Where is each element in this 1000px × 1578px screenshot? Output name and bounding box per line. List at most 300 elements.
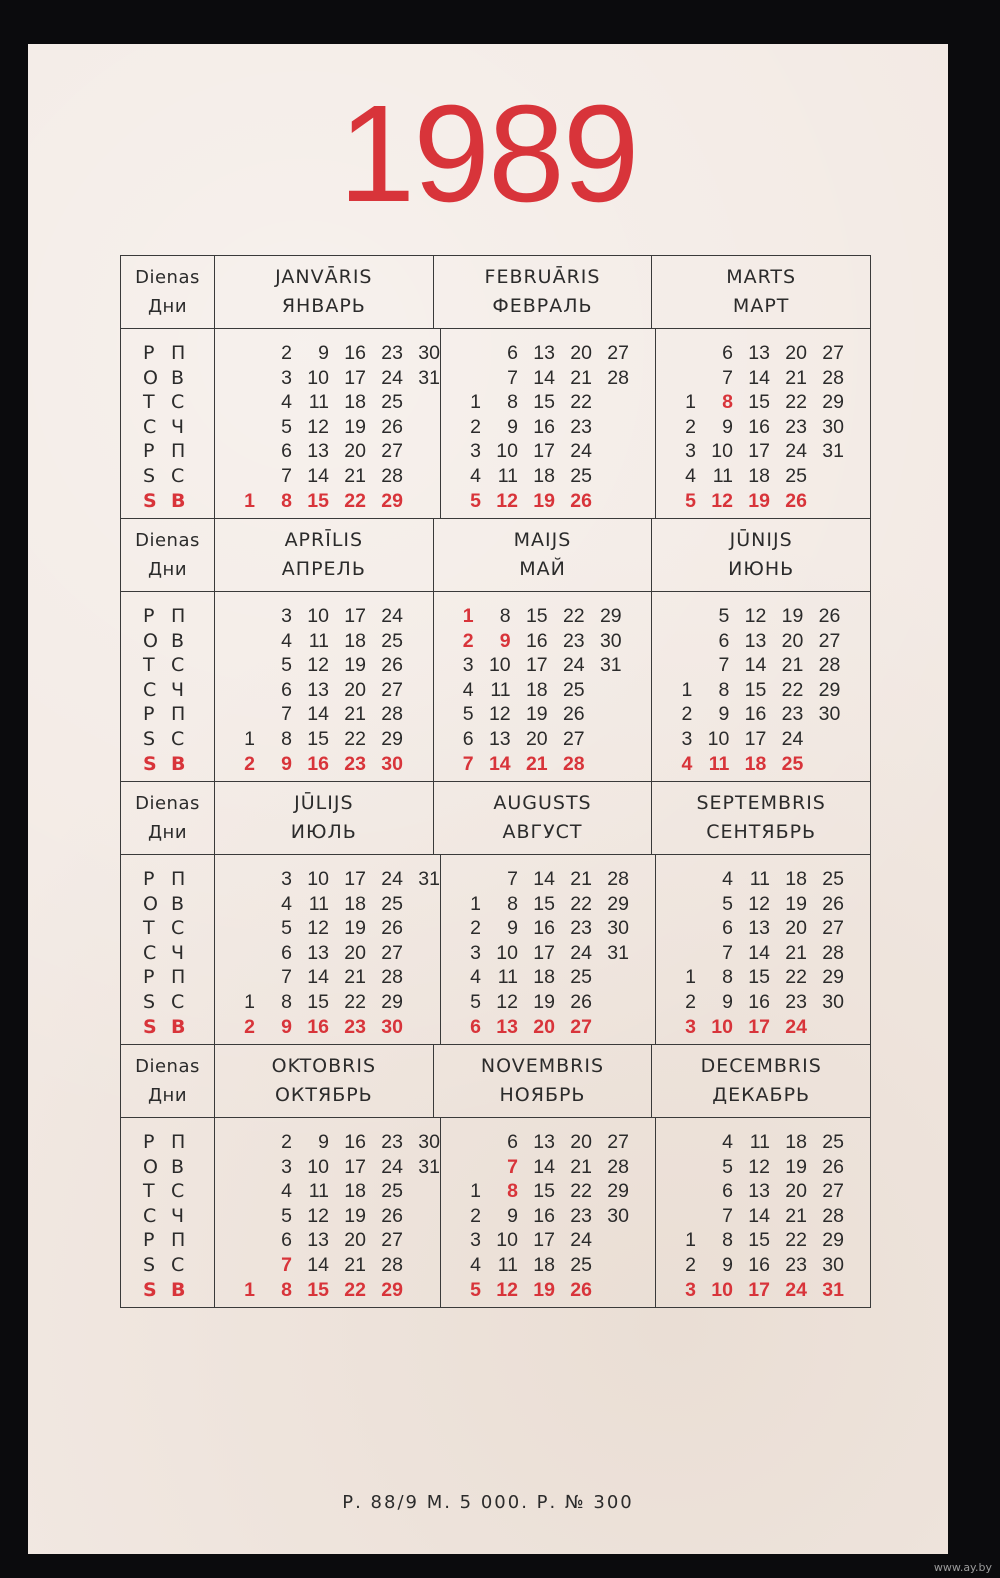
day-number: 5 [470,990,481,1013]
day-number: 29 [818,678,841,701]
day-label-lv: T [143,917,155,940]
day-number: 13 [533,342,555,364]
day-number: 31 [822,1278,844,1301]
day-number: 15 [307,1278,329,1301]
day-number: 28 [381,966,403,989]
day-number: 29 [607,1180,629,1203]
month-header [652,1045,871,1118]
day-header [121,1045,215,1118]
day-number: 6 [718,629,730,652]
day-number: 30 [381,1015,403,1038]
day-number: 30 [418,1131,440,1153]
day-number: 9 [722,990,733,1013]
week-row [656,464,870,489]
day-label [121,867,214,892]
day-number: 19 [525,703,548,726]
day-label-ru: С [171,654,185,677]
day-number: 14 [533,366,555,389]
day-number: 25 [381,892,403,915]
print-info: Р. 88/9 М. 5 000. Р. № 300 [342,1492,634,1513]
day-number: 8 [722,1229,733,1252]
week-row [656,1278,870,1303]
day-number: 21 [344,703,366,726]
day-number: 10 [711,1015,733,1038]
day-number: 28 [381,703,403,726]
quarter-header [121,782,871,855]
day-number: 12 [488,703,511,726]
week-row [652,752,870,777]
day-number: 12 [307,415,329,438]
day-label [121,1130,214,1155]
day-labels [121,329,215,519]
day-number: 25 [785,464,807,487]
day-number: 22 [570,1180,592,1203]
day-label-ru: С [171,917,185,940]
day-number: 29 [381,489,403,512]
day-number: 24 [381,1155,403,1178]
day-number: 21 [525,752,548,775]
day-label-ru: П [171,1131,186,1153]
day-number: 21 [570,366,592,389]
day-number: 11 [497,464,518,487]
day-number: 19 [344,1204,366,1227]
day-label-ru: П [171,966,186,989]
day-number [233,653,255,678]
day-number: 21 [570,868,592,890]
day-number: 25 [781,752,804,775]
day-number: 26 [785,489,807,512]
day-number [233,1155,255,1180]
day-number: 1 [470,892,481,915]
day-label [121,678,214,703]
day-number: 9 [507,1204,518,1227]
day-number: 5 [281,415,292,438]
week-row [215,1130,440,1155]
day-number: 5 [722,892,733,915]
month-days [215,329,441,519]
day-number: 19 [344,654,366,677]
week-row [215,390,440,415]
day-number: 6 [281,941,292,964]
day-number [403,1179,440,1204]
month-name-ru: МАРТ [732,295,790,317]
day-number: 22 [570,892,592,915]
day-number: 17 [344,1155,366,1178]
day-number: 13 [496,1015,518,1038]
day-number: 27 [562,727,585,750]
week-row [434,629,652,654]
day-number: 18 [744,752,767,775]
day-number: 29 [822,1229,844,1252]
quarter-header [121,256,871,329]
day-label-lv: S [143,1253,156,1276]
day-number: 25 [822,1131,844,1153]
day-number [585,678,622,703]
day-number: 29 [822,966,844,989]
day-header-ru: Дни [147,559,188,580]
day-number [233,341,255,366]
day-number: 7 [718,654,730,677]
day-number: 11 [749,868,770,890]
day-label-lv: O [143,1155,158,1178]
day-header [121,519,215,592]
day-number: 11 [497,966,518,989]
day-number: 22 [344,727,366,750]
day-number [674,1130,696,1155]
day-number: 10 [711,1278,733,1301]
day-number: 21 [570,1155,592,1178]
week-row [215,1015,440,1040]
day-number: 8 [281,1278,292,1301]
day-header-lv: Dienas [135,793,200,814]
day-number [233,629,255,654]
day-number [233,439,255,464]
day-label-lv: T [143,391,155,414]
day-number: 13 [748,1180,770,1203]
day-number: 29 [607,892,629,915]
calendar-grid [120,255,871,1308]
day-number: 15 [525,605,548,627]
day-number: 11 [308,892,329,915]
day-number: 22 [781,678,804,701]
day-number: 24 [785,1015,807,1038]
day-number: 21 [344,464,366,487]
week-row [656,1015,870,1040]
day-number: 13 [307,440,329,463]
week-row [656,366,870,391]
week-row [434,678,652,703]
day-number [403,965,440,990]
day-number: 16 [344,1131,366,1153]
day-number: 2 [470,415,481,438]
day-number: 31 [418,868,440,890]
month-header [652,519,871,592]
day-number: 20 [525,727,548,750]
day-number [233,1130,255,1155]
day-number: 18 [344,629,366,652]
day-number: 29 [381,727,403,750]
week-row [441,489,655,514]
day-number: 22 [785,966,807,989]
day-number [403,990,440,1015]
day-number: 12 [496,489,518,512]
month-days [434,592,653,782]
day-label-lv: C [143,678,157,701]
day-number [233,415,255,440]
day-number: 10 [496,1229,518,1252]
day-label-ru: C [171,1253,185,1276]
day-number: 16 [525,629,548,652]
day-number: 6 [281,678,292,701]
day-number [233,965,255,990]
day-label-ru: C [171,727,185,750]
day-label-lv: O [143,366,158,389]
day-number: 27 [818,629,841,652]
day-number [233,916,255,941]
day-label [121,390,214,415]
day-number: 24 [381,366,403,389]
day-label-ru: Ч [171,1204,185,1227]
day-number: 28 [607,1155,629,1178]
day-number: 30 [607,917,629,940]
day-label-ru: С [171,1180,185,1203]
day-number: 3 [470,440,481,463]
day-number: 7 [462,752,474,775]
day-number: 27 [381,440,403,463]
week-row [441,1155,655,1180]
day-number [459,341,481,366]
day-number: 25 [822,868,844,890]
month-name-ru: АПРЕЛЬ [281,558,366,580]
day-number: 3 [470,1229,481,1252]
week-row [441,341,655,366]
month-header [434,1045,653,1118]
day-number: 23 [570,415,592,438]
week-row [215,916,440,941]
day-number [592,1228,629,1253]
day-number: 23 [785,1253,807,1276]
day-number: 6 [722,342,733,364]
week-row [215,752,433,777]
day-number: 28 [822,941,844,964]
day-number [233,604,255,629]
week-row [656,439,870,464]
week-row [215,604,433,629]
day-number: 7 [507,366,518,389]
day-number: 2 [470,1204,481,1227]
day-label-ru: B [171,752,186,775]
day-number: 21 [785,1204,807,1227]
week-row [441,1228,655,1253]
day-number: 16 [344,342,366,364]
day-label [121,604,214,629]
day-number: 26 [381,917,403,940]
day-number: 21 [785,941,807,964]
day-label-lv: S [143,1278,157,1301]
day-number: 20 [570,1131,592,1153]
day-number: 11 [749,1131,770,1153]
month-name-ru: ИЮЛЬ [290,821,357,843]
day-label-lv: S [143,990,156,1013]
day-number: 10 [307,1155,329,1178]
week-row [656,1179,870,1204]
week-row [441,1278,655,1303]
day-number: 1 [244,727,255,750]
week-row [441,439,655,464]
day-number: 9 [281,752,292,775]
day-number [674,916,696,941]
week-row [656,916,870,941]
day-number: 26 [822,1155,844,1178]
day-number: 31 [418,1155,440,1178]
day-label-lv: P [143,1131,155,1153]
week-row [215,629,433,654]
day-number: 17 [525,654,548,677]
day-number: 28 [822,1204,844,1227]
day-number: 18 [785,1131,807,1153]
day-number: 21 [781,654,804,677]
day-label-lv: S [143,489,157,512]
day-label-ru: П [171,868,186,890]
day-label-lv: P [143,868,155,890]
day-number [233,941,255,966]
day-number: 20 [344,941,366,964]
day-number [592,439,629,464]
week-row [441,1179,655,1204]
week-row [434,604,652,629]
month-days [441,329,656,519]
day-label [121,366,214,391]
day-number: 18 [533,966,555,989]
week-row [434,727,652,752]
day-number [592,1278,629,1303]
day-number: 24 [785,440,807,463]
week-row [656,867,870,892]
month-name-lv: MAIJS [513,529,572,551]
day-number [803,727,840,752]
day-number: 11 [308,629,329,652]
day-label [121,702,214,727]
day-number [233,1204,255,1229]
week-row [434,653,652,678]
day-label [121,489,214,514]
day-number: 16 [533,917,555,940]
day-label [121,752,214,777]
day-number: 12 [748,1155,770,1178]
day-number: 14 [748,1204,770,1227]
day-label-lv: P [143,1229,155,1252]
quarter-body [121,329,871,519]
day-number: 14 [744,654,767,677]
day-label-ru: Ч [171,678,185,701]
week-row [656,1253,870,1278]
month-days [441,855,656,1045]
day-number: 19 [344,415,366,438]
day-number: 18 [344,892,366,915]
month-name-ru: ФЕВРАЛЬ [492,295,593,317]
day-number: 22 [785,1229,807,1252]
day-number: 20 [785,1180,807,1203]
day-number: 5 [462,703,474,726]
day-number [674,892,696,917]
day-number [807,464,844,489]
day-number [403,916,440,941]
day-number: 8 [499,605,511,627]
day-number: 2 [685,415,696,438]
day-number: 6 [507,342,518,364]
day-number: 13 [488,727,511,750]
day-label [121,464,214,489]
day-number: 25 [562,678,585,701]
day-number: 23 [562,629,585,652]
day-number: 7 [722,941,733,964]
day-number: 18 [785,868,807,890]
day-number: 16 [748,415,770,438]
day-label [121,965,214,990]
day-number: 18 [533,464,555,487]
day-number: 23 [785,415,807,438]
day-number: 26 [570,1278,592,1301]
month-name-lv: JŪNIJS [729,529,793,551]
day-number: 12 [496,1278,518,1301]
day-number: 9 [507,917,518,940]
day-number: 19 [533,489,555,512]
day-number: 30 [381,752,403,775]
day-number: 15 [307,727,329,750]
day-number: 12 [744,605,767,627]
week-row [215,489,440,514]
day-number: 1 [244,489,255,512]
day-number: 13 [307,941,329,964]
day-number: 12 [711,489,733,512]
week-row [215,702,433,727]
day-number: 17 [533,1229,555,1252]
day-number: 10 [496,440,518,463]
day-number: 26 [562,703,585,726]
day-number: 5 [718,605,730,627]
day-label [121,653,214,678]
day-label-ru: В [171,892,185,915]
day-number [233,1228,255,1253]
quarter-header [121,519,871,592]
month-name-lv: MARTS [726,266,797,288]
day-number: 31 [418,366,440,389]
day-label-lv: C [143,415,157,438]
quarter-body [121,592,871,782]
week-row [441,916,655,941]
day-number: 24 [781,727,804,750]
day-label-lv: P [143,966,155,989]
day-number: 27 [822,917,844,940]
day-number: 27 [822,1180,844,1203]
week-row [215,990,440,1015]
day-number: 20 [533,1015,555,1038]
week-row [441,1204,655,1229]
day-number: 7 [281,966,292,989]
day-number: 23 [344,1015,366,1038]
day-number: 5 [281,917,292,940]
week-row [656,1130,870,1155]
day-number: 9 [318,1131,329,1153]
day-number: 15 [748,966,770,989]
day-number [403,390,440,415]
day-number: 20 [785,342,807,364]
day-number: 23 [381,1131,403,1153]
day-number: 3 [281,1155,292,1178]
week-row [441,366,655,391]
day-number: 20 [781,629,804,652]
week-row [441,390,655,415]
week-row [656,1155,870,1180]
day-number: 9 [722,1253,733,1276]
day-number [233,1179,255,1204]
day-number: 22 [785,391,807,414]
day-label-lv: T [143,654,155,677]
day-label-lv: P [143,342,155,364]
day-label [121,1204,214,1229]
day-number: 3 [470,941,481,964]
day-number: 21 [785,366,807,389]
day-number: 7 [281,703,292,726]
day-labels [121,592,215,782]
day-number: 7 [281,1253,292,1276]
week-row [434,702,652,727]
day-number: 17 [344,605,366,627]
day-number: 5 [470,489,481,512]
day-label [121,341,214,366]
day-number [459,366,481,391]
week-row [656,390,870,415]
